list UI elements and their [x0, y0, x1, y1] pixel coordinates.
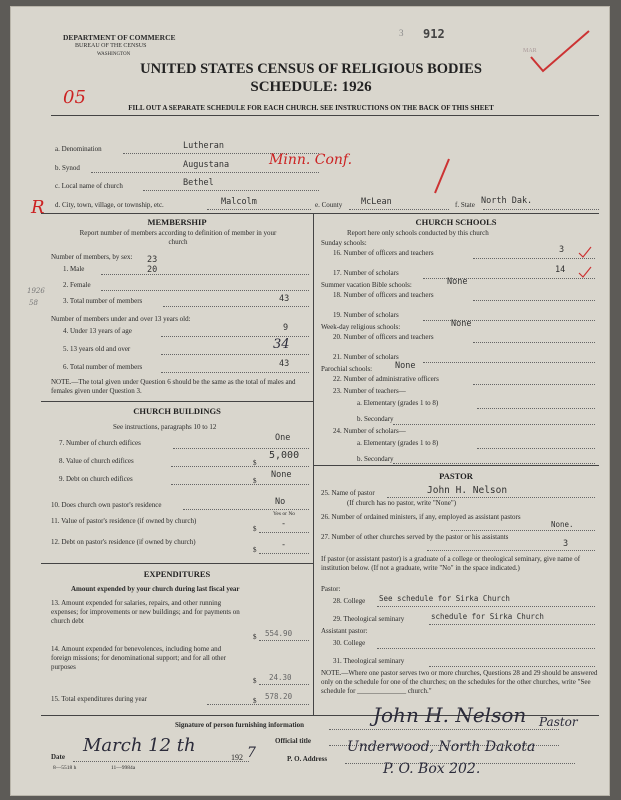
- red-slash-mark: [429, 157, 453, 197]
- po-address-value: Underwood, North Dakota: [347, 739, 536, 755]
- residence-debt-label: 12. Debt on pastor's residence (if owned by church): [51, 538, 196, 546]
- teachers-elementary-label: a. Elementary (grades 1 to 8): [357, 399, 439, 407]
- female-label: 2. Female: [63, 281, 91, 289]
- assistant-college-label: 30. College: [333, 639, 366, 647]
- pastor-name-line: [387, 497, 595, 498]
- form-title: UNITED STATES CENSUS OF RELIGIOUS BODIES: [140, 61, 482, 77]
- schedule-number: 912: [423, 27, 445, 41]
- county-label: e. County: [315, 201, 343, 209]
- other-churches-value: 3: [563, 539, 569, 549]
- total-members-label: 3. Total number of members: [63, 297, 143, 305]
- admin-officers-label: 22. Number of administrative officers: [333, 375, 439, 383]
- fill-instructions: FILL OUT A SEPARATE SCHEDULE FOR EACH CHURCH. SEE INSTRUCTIONS ON THE BACK OF THIS SHEET: [128, 104, 494, 112]
- over-13-line: [161, 354, 309, 355]
- seminary-label: 29. Theological seminary: [333, 615, 405, 623]
- form-code: 8—5518 h: [53, 765, 77, 771]
- total-by-age-value: 43: [279, 359, 290, 369]
- section-divider-top: [41, 213, 599, 214]
- total-expenditures-line: [207, 704, 309, 705]
- male-value: 20: [147, 265, 158, 275]
- residence-value-dollar: $: [253, 525, 257, 533]
- teachers-label: 23. Number of teachers—: [333, 387, 406, 395]
- official-title-value: Pastor: [539, 715, 578, 729]
- received-stamp: MAR: [523, 48, 537, 54]
- city-value: Malcolm: [221, 197, 257, 207]
- synod-line: [91, 172, 319, 173]
- red-mark-r: R: [31, 197, 45, 218]
- scholars-secondary-label: b. Secondary: [357, 455, 394, 463]
- date-value: March 12 th: [83, 735, 196, 756]
- expenditures-intro: Amount expended by your church during last fiscal year: [71, 585, 240, 593]
- local-name-value: Bethel: [183, 178, 214, 188]
- teachers-elementary-line: [477, 408, 595, 409]
- seminary-value: schedule for Sirka Church: [431, 612, 544, 621]
- parochial-schools-value: None: [395, 361, 416, 371]
- benevolences-label: 14. Amount expended for benevolences, including home and foreign missions; for denominational support; and for all other purposes: [51, 645, 226, 671]
- pastor-name-label: 25. Name of pastor: [321, 489, 375, 497]
- signature-line: [329, 729, 559, 730]
- running-expenses-label: 13. Amount expended for salaries, repairs, and other running expenses; for improvements or new buildings; and for payments on church debt: [51, 599, 240, 625]
- residence-debt-dollar: $: [253, 546, 257, 554]
- edifice-value-value: 5,000: [269, 450, 300, 461]
- membership-intro: Report number of members according to definition of member in your church: [79, 229, 277, 246]
- bureau-city: WASHINGTON: [97, 52, 131, 57]
- teachers-secondary-label: b. Secondary: [357, 415, 394, 423]
- expenditures-heading: EXPENDITURES: [143, 569, 211, 579]
- assistant-pastor-label: Assistant pastor:: [321, 627, 368, 635]
- weekday-teachers-label: 20. Number of officers and teachers: [333, 333, 434, 341]
- state-value: North Dak.: [481, 196, 533, 206]
- po-box-value: P. O. Box 202.: [383, 761, 481, 777]
- edifice-debt-line: [171, 484, 309, 485]
- parochial-schools-label: Parochial schools:: [321, 365, 373, 373]
- over-13-value: 34: [273, 337, 290, 352]
- edifice-value-line: [171, 466, 309, 467]
- year-prefix: 192: [231, 753, 243, 762]
- assistant-college-line: [377, 648, 595, 649]
- under-13-value: 9: [283, 323, 289, 333]
- residence-value-line: [259, 532, 309, 533]
- total-by-age-label: 6. Total number of members: [63, 363, 143, 371]
- weekday-schools-label: Week-day religious schools:: [321, 323, 401, 331]
- female-line: [101, 290, 309, 291]
- official-title-label: Official title: [275, 737, 311, 745]
- benevolences-line: [259, 684, 309, 685]
- expenditures-divider: [41, 563, 313, 564]
- margin-note: 1926: [27, 287, 45, 295]
- pastor-note: NOTE.—Where one pastor serves two or more churches, Questions 28 and 29 should be answered only on the schedule for one of the churches; on the schedules for the other churches, write "See schedule for ______________ church.": [321, 669, 598, 695]
- header-divider: [51, 115, 599, 116]
- department-name: DEPARTMENT OF COMMERCE: [63, 33, 176, 42]
- city-line: [207, 209, 311, 210]
- residence-value-value: -: [281, 519, 287, 529]
- synod-label: b. Synod: [55, 164, 80, 172]
- column-divider: [313, 213, 314, 715]
- membership-heading: MEMBERSHIP: [147, 217, 207, 227]
- state-line: [483, 209, 599, 210]
- college-label: 28. College: [333, 597, 366, 605]
- edifice-debt-value: None: [271, 470, 292, 480]
- residence-value-label: 11. Value of pastor's residence (if owned by church): [51, 517, 197, 525]
- scholars-elementary-line: [477, 448, 595, 449]
- weekday-schools-value: None: [451, 319, 472, 329]
- signature: John H. Nelson: [373, 703, 527, 727]
- date-label: Date: [51, 753, 65, 761]
- po-address-label: P. O. Address: [287, 755, 328, 763]
- pastor-sub-label: Pastor:: [321, 585, 341, 593]
- church-edifices-line: [173, 448, 309, 449]
- county-line: [349, 209, 449, 210]
- church-edifices-label: 7. Number of church edifices: [59, 439, 141, 447]
- weekday-scholars-line: [423, 362, 595, 363]
- census-schedule-sheet: [10, 6, 610, 796]
- summer-schools-label: Summer vacation Bible schools:: [321, 281, 412, 289]
- other-churches-line: [427, 550, 595, 551]
- under-13-label: 4. Under 13 years of age: [63, 327, 132, 335]
- total-expenditures-dollar: $: [253, 697, 257, 705]
- owns-residence-label: 10. Does church own pastor's residence: [51, 501, 162, 509]
- bureau-name: BUREAU OF THE CENSUS: [75, 43, 147, 49]
- red-mark-05: 05: [63, 87, 86, 108]
- running-expenses-line: [259, 640, 309, 641]
- denomination-label: a. Denomination: [55, 145, 102, 153]
- schedule-year: SCHEDULE: 1926: [250, 79, 372, 95]
- weekday-scholars-label: 21. Number of scholars: [333, 353, 399, 361]
- edifice-value-label: 8. Value of church edifices: [59, 457, 134, 465]
- male-label: 1. Male: [63, 265, 85, 273]
- margin-note-2: 58: [29, 299, 38, 307]
- scholars-secondary-line: [393, 463, 595, 464]
- buildings-heading: CHURCH BUILDINGS: [133, 406, 221, 416]
- college-line: [377, 606, 595, 607]
- sunday-teachers-value: 3: [559, 245, 565, 255]
- synod-handwritten: Minn. Conf.: [269, 152, 353, 168]
- buildings-intro: See instructions, paragraphs 10 to 12: [113, 423, 217, 431]
- date-line: [73, 761, 249, 762]
- over-13-label: 5. 13 years old and over: [63, 345, 131, 353]
- schools-heading: CHURCH SCHOOLS: [415, 217, 497, 227]
- edifice-debt-label: 9. Debt on church edifices: [59, 475, 133, 483]
- pastor-divider: [313, 465, 599, 466]
- pastor-heading: PASTOR: [439, 471, 473, 481]
- denomination-value: Lutheran: [183, 141, 224, 151]
- college-value: See schedule for Sirka Church: [379, 594, 510, 603]
- red-tick-marks: [577, 243, 595, 283]
- benevolences-value: 24.30: [269, 673, 292, 682]
- schedule-number-prefix: 3: [399, 28, 404, 38]
- running-expenses-value: 554.90: [265, 629, 293, 638]
- summer-scholars-label: 19. Number of scholars: [333, 311, 399, 319]
- assistant-seminary-line: [429, 666, 595, 667]
- teachers-secondary-line: [393, 424, 595, 425]
- summer-schools-value: None: [447, 277, 468, 287]
- pastor-name-value: John H. Nelson: [427, 485, 508, 496]
- total-members-line: [163, 306, 309, 307]
- county-value: McLean: [361, 197, 392, 207]
- seminary-line: [429, 624, 595, 625]
- sunday-teachers-label: 16. Number of officers and teachers: [333, 249, 434, 257]
- running-expenses-dollar: $: [253, 633, 257, 641]
- total-members-value: 43: [279, 294, 290, 304]
- local-name-line: [143, 190, 319, 191]
- membership-note: NOTE.—The total given under Question 6 should be the same as the total of males and females given under Question 3.: [51, 378, 296, 395]
- admin-officers-line: [473, 384, 595, 385]
- edifice-value-dollar: $: [253, 459, 257, 467]
- synod-value: Augustana: [183, 160, 230, 170]
- total-expenditures-label: 15. Total expenditures during year: [51, 695, 147, 703]
- sunday-schools-label: Sunday schools:: [321, 239, 367, 247]
- members-by-sex-label: Number of members, by sex:: [51, 253, 133, 261]
- residence-debt-value: -: [281, 540, 287, 550]
- pastor-name-hint: (If church has no pastor, write "None"): [347, 499, 457, 507]
- summer-scholars-line: [423, 320, 595, 321]
- weekday-teachers-line: [473, 342, 595, 343]
- yes-or-no-hint: Yes or No: [273, 511, 296, 517]
- age-groups-label: Number of members under and over 13 years old:: [51, 315, 191, 323]
- local-name-label: c. Local name of church: [55, 182, 123, 190]
- male-line: [101, 274, 309, 275]
- summer-teachers-line: [473, 300, 595, 301]
- buildings-divider: [41, 401, 313, 402]
- sunday-scholars-value: 14: [555, 265, 566, 275]
- signature-label: Signature of person furnishing information: [175, 721, 304, 729]
- year-digit: 7: [247, 745, 256, 761]
- other-churches-label: 27. Number of other churches served by the pastor or his assistants: [321, 533, 509, 541]
- form-code-2: 11—9984a: [111, 765, 136, 771]
- assistant-seminary-label: 31. Theological seminary: [333, 657, 405, 665]
- graduate-note: If pastor (or assistant pastor) is a graduate of a college or theological seminary, give name of institution below. (If not a graduate, write "No" in the space indicated.): [321, 555, 581, 572]
- scholars-elementary-label: a. Elementary (grades 1 to 8): [357, 439, 439, 447]
- residence-debt-line: [259, 553, 309, 554]
- scholars-label: 24. Number of scholars—: [333, 427, 406, 435]
- church-edifices-value: One: [275, 433, 291, 443]
- total-by-age-line: [161, 372, 309, 373]
- owns-residence-value: No: [275, 497, 286, 507]
- assistant-ministers-value: None.: [551, 520, 574, 529]
- city-label: d. City, town, village, or township, etc.: [55, 201, 164, 209]
- state-label: f. State: [455, 201, 475, 209]
- total-expenditures-value: 578.20: [265, 692, 293, 701]
- edifice-debt-dollar: $: [253, 477, 257, 485]
- assistant-ministers-label: 26. Number of ordained ministers, if any, employed as assistant pastors: [321, 513, 521, 521]
- benevolences-dollar: $: [253, 677, 257, 685]
- schools-intro: Report here only schools conducted by this church: [347, 229, 489, 237]
- assistant-ministers-line: [451, 530, 595, 531]
- summer-teachers-label: 18. Number of officers and teachers: [333, 291, 434, 299]
- sunday-scholars-label: 17. Number of scholars: [333, 269, 399, 277]
- male-value-typed: 23: [147, 255, 158, 265]
